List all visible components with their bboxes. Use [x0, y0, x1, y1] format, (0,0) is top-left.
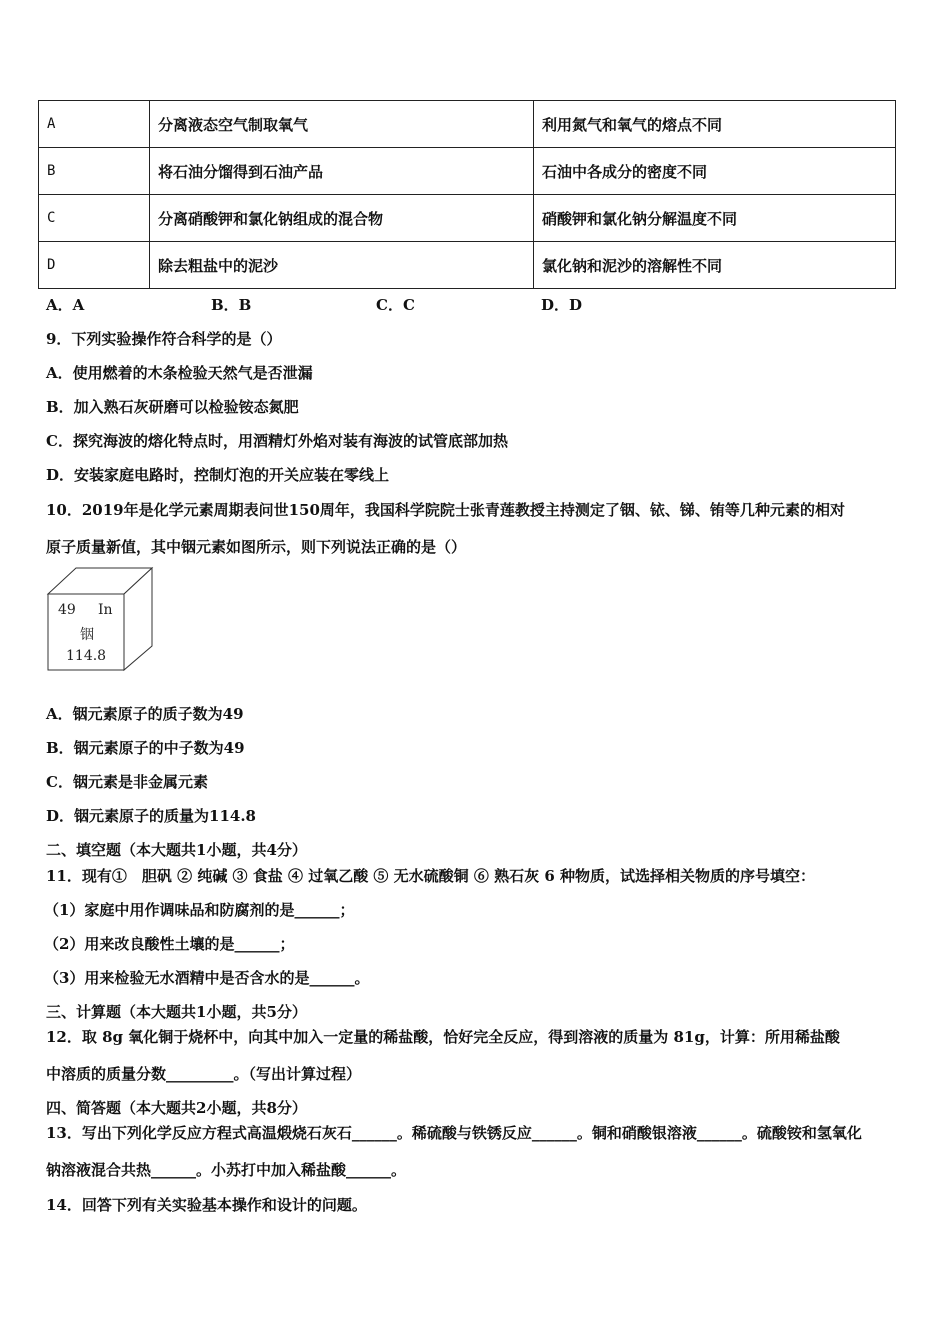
- table-row: [39, 242, 896, 289]
- section2-title: 二、填空题（本大题共1小题，共4分）: [46, 841, 307, 859]
- q8-choices: [46, 294, 582, 315]
- element-symbol: In: [98, 602, 113, 618]
- q9-option-d: D．安装家庭电路时，控制灯泡的开关应装在零线上: [46, 466, 390, 484]
- row-reason: 石油中各成分的密度不同: [534, 148, 896, 195]
- q10-stem-line1: 10．2019年是化学元素周期表问世150周年，我国科学院院士张青莲教授主持测定了铟、铱、锑、铕等几种元素的相对: [46, 501, 845, 519]
- choice-b: B．B: [211, 296, 252, 314]
- row-reason: 硝酸钾和氯化钠分解温度不同: [534, 195, 896, 242]
- choice-a: A．A: [46, 296, 85, 314]
- options-table: [38, 100, 896, 289]
- element-name: 铟: [80, 627, 94, 643]
- row-operation: 分离液态空气制取氧气: [150, 101, 534, 148]
- q9-option-b: B．加入熟石灰研磨可以检验铵态氮肥: [46, 398, 299, 416]
- row-letter: A: [39, 101, 150, 148]
- table-row: [39, 195, 896, 242]
- q12-line2: 中溶质的质量分数_________。（写出计算过程）: [46, 1065, 362, 1083]
- q10-option-d: D．铟元素原子的质量为114.8: [46, 807, 256, 825]
- q11-item-3: （3）用来检验无水酒精中是否含水的是______。: [44, 969, 370, 987]
- q9-stem: 9．下列实验操作符合科学的是（）: [46, 330, 282, 348]
- q10-option-b: B．铟元素原子的中子数为49: [46, 739, 245, 757]
- choice-d: D．D: [541, 296, 583, 314]
- q10-option-c: C．铟元素是非金属元素: [46, 773, 208, 791]
- row-reason: 利用氮气和氧气的熔点不同: [534, 101, 896, 148]
- row-letter: D: [39, 242, 150, 289]
- q14-stem: 14．回答下列有关实验基本操作和设计的问题。: [46, 1196, 367, 1214]
- row-operation: 除去粗盐中的泥沙: [150, 242, 534, 289]
- q11-item-2: （2）用来改良酸性土壤的是______；: [44, 935, 295, 953]
- row-operation: 将石油分馏得到石油产品: [150, 148, 534, 195]
- section4-title: 四、简答题（本大题共2小题，共8分）: [46, 1099, 307, 1117]
- row-reason: 氯化钠和泥沙的溶解性不同: [534, 242, 896, 289]
- indium-element-card: [46, 566, 156, 674]
- q9-option-c: C．探究海波的熔化特点时，用酒精灯外焰对装有海波的试管底部加热: [46, 432, 508, 450]
- atomic-mass: 114.8: [66, 648, 107, 664]
- row-letter: C: [39, 195, 150, 242]
- choice-c: C．C: [376, 296, 415, 314]
- q13-line1: 13．写出下列化学反应方程式高温煅烧石灰石______。稀硫酸与铁锈反应______。铜和硝酸银溶液______。硫酸铵和氢氧化: [46, 1124, 862, 1142]
- q13-line2: 钠溶液混合共热______。小苏打中加入稀盐酸______。: [46, 1161, 407, 1179]
- section3-title: 三、计算题（本大题共1小题，共5分）: [46, 1003, 307, 1021]
- q11-item-1: （1）家庭中用作调味品和防腐剂的是______；: [44, 901, 355, 919]
- table-row: [39, 148, 896, 195]
- atomic-number: 49: [58, 602, 76, 618]
- q12-line1: 12．取 8g 氧化铜于烧杯中，向其中加入一定量的稀盐酸，恰好完全反应，得到溶液的质量为 81g，计算：所用稀盐酸: [46, 1028, 840, 1046]
- q9-option-a: A．使用燃着的木条检验天然气是否泄漏: [46, 364, 313, 382]
- table-row: [39, 101, 896, 148]
- row-letter: B: [39, 148, 150, 195]
- q10-option-a: A．铟元素原子的质子数为49: [46, 705, 244, 723]
- row-operation: 分离硝酸钾和氯化钠组成的混合物: [150, 195, 534, 242]
- q10-stem-line2: 原子质量新值，其中铟元素如图所示，则下列说法正确的是（）: [46, 538, 467, 556]
- q11-stem: 11．现有① 胆矾 ② 纯碱 ③ 食盐 ④ 过氧乙酸 ⑤ 无水硫酸铜 ⑥ 熟石灰 6 种物质，试选择相关物质的序号填空：: [46, 867, 815, 885]
